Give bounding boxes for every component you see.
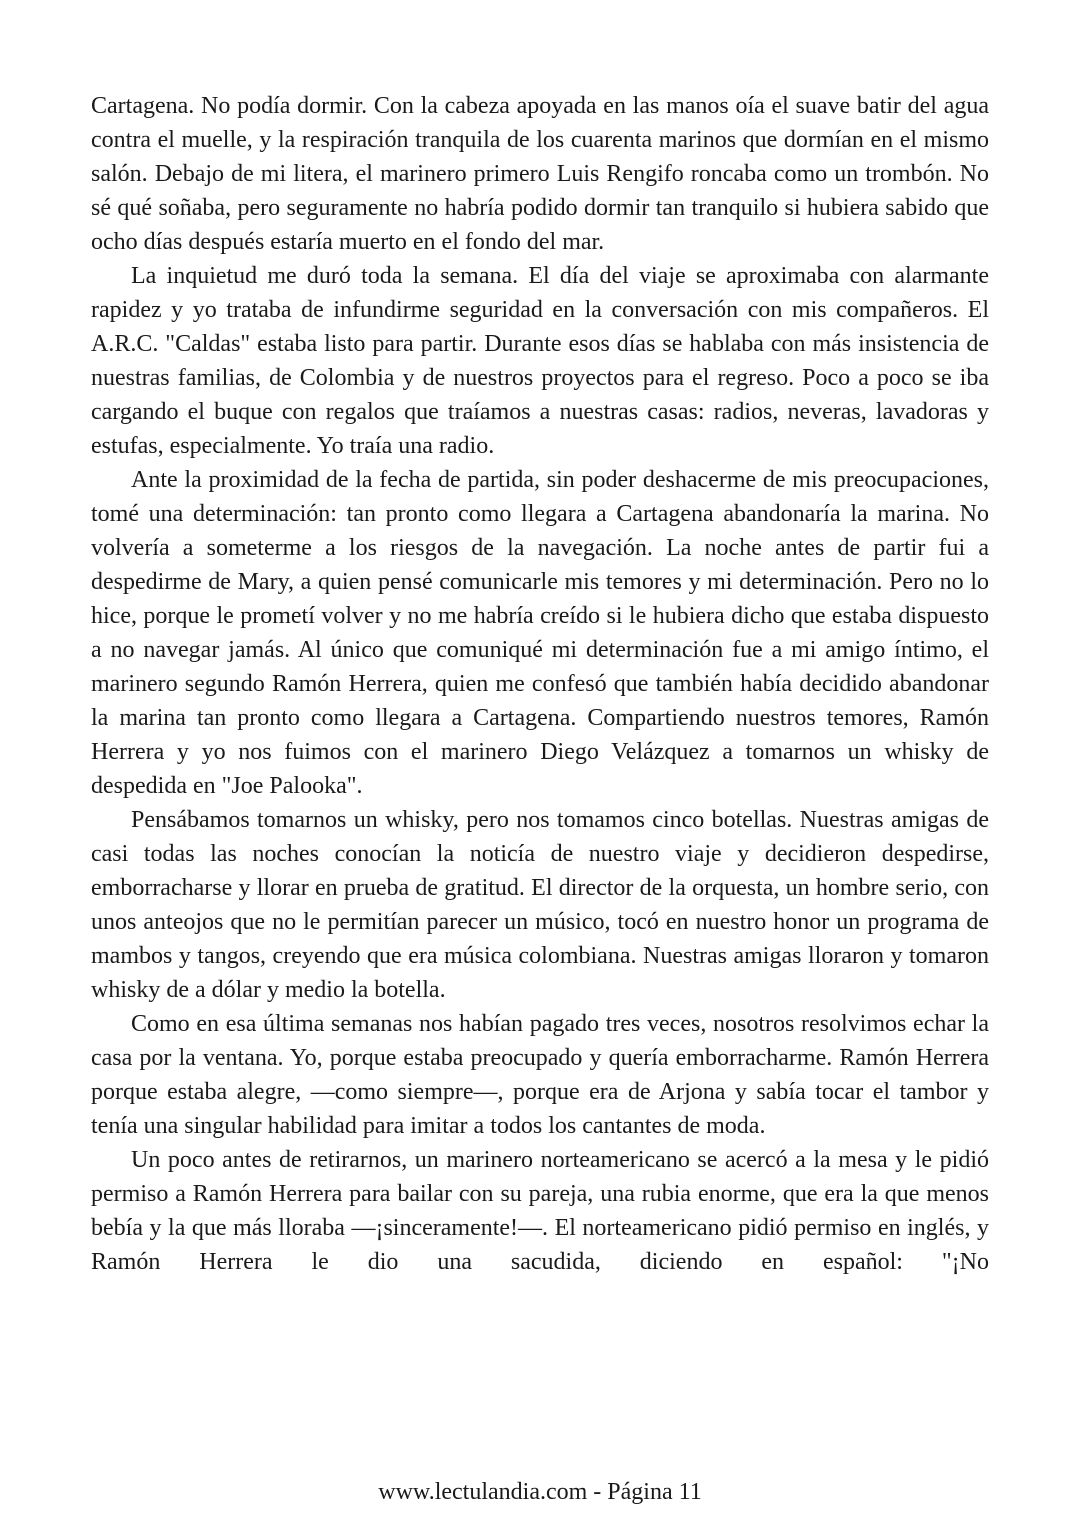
paragraph-2: La inquietud me duró toda la semana. El día del viaje se aproximaba con alarmante rapidez y yo trataba de infundirme seguridad en la conversación con mis compañeros. El A.R.C. "Caldas" estaba listo para partir. Durante esos días se hablaba con más insistencia de nuestras familias, de Colombia y de nuestros proyectos para el regreso. Poco a poco se iba cargando el buque con regalos que traíamos a nuestras casas: radios, neveras, lavadoras y estufas, especialmente. Yo traía una radio. <box>91 263 989 459</box>
page-footer: www.lectulandia.com - Página 11 <box>378 1479 702 1505</box>
paragraph-5: Como en esa última semanas nos habían pagado tres veces, nosotros resolvimos echar la casa por la ventana. Yo, porque estaba preocupado y quería emborracharme. Ramón Herrera porque estaba alegre, —como siempre—, porque era de Arjona y sabía tocar el tambor y tenía una singular habilidad para imitar a todos los cantantes de moda. <box>91 1011 989 1139</box>
paragraph-4: Pensábamos tomarnos un whisky, pero nos tomamos cinco botellas. Nuestras amigas de casi todas las noches conocían la noticía de nuestro viaje y decidieron despedirse, emborracharse y llorar en prueba de gratitud. El director de la orquesta, un hombre serio, con unos anteojos que no le permitían parecer un músico, tocó en nuestro honor un programa de mambos y tangos, creyendo que era música colombiana. Nuestras amigas lloraron y tomaron whisky de a dólar y medio la botella. <box>91 807 989 1003</box>
paragraph-3: Ante la proximidad de la fecha de partida, sin poder deshacerme de mis preocupaciones, tomé una determinación: tan pronto como llegara a Cartagena abandonaría la marina. No volvería a someterme a los riesgos de la navegación. La noche antes de partir fui a despedirme de Mary, a quien pensé comunicarle mis temores y mi determinación. Pero no lo hice, porque le prometí volver y no me habría creído si le hubiera dicho que estaba dispuesto a no navegar jamás. Al único que comuniqué mi determinación fue a mi amigo íntimo, el marinero segundo Ramón Herrera, quien me confesó que también había decidido abandonar la marina tan pronto como llegara a Cartagena. Compartiendo nuestros temores, Ramón Herrera y yo nos fuimos con el marinero Diego Velázquez a tomarnos un whisky de despedida en "Joe Palooka". <box>91 467 989 799</box>
page-body <box>91 89 989 1279</box>
paragraph-1: Cartagena. No podía dormir. Con la cabeza apoyada en las manos oía el suave batir del agua contra el muelle, y la respiración tranquila de los cuarenta marinos que dormían en el mismo salón. Debajo de mi litera, el marinero primero Luis Rengifo roncaba como un trombón. No sé qué soñaba, pero seguramente no habría podido dormir tan tranquilo si hubiera sabido que ocho días después estaría muerto en el fondo del mar. <box>91 93 989 255</box>
paragraph-6: Un poco antes de retirarnos, un marinero norteamericano se acercó a la mesa y le pidió permiso a Ramón Herrera para bailar con su pareja, una rubia enorme, que era la que menos bebía y la que más lloraba —¡sinceramente!—. El norteamericano pidió permiso en inglés, y Ramón Herrera le dio una sacudida, diciendo en español: "¡No <box>91 1147 989 1275</box>
